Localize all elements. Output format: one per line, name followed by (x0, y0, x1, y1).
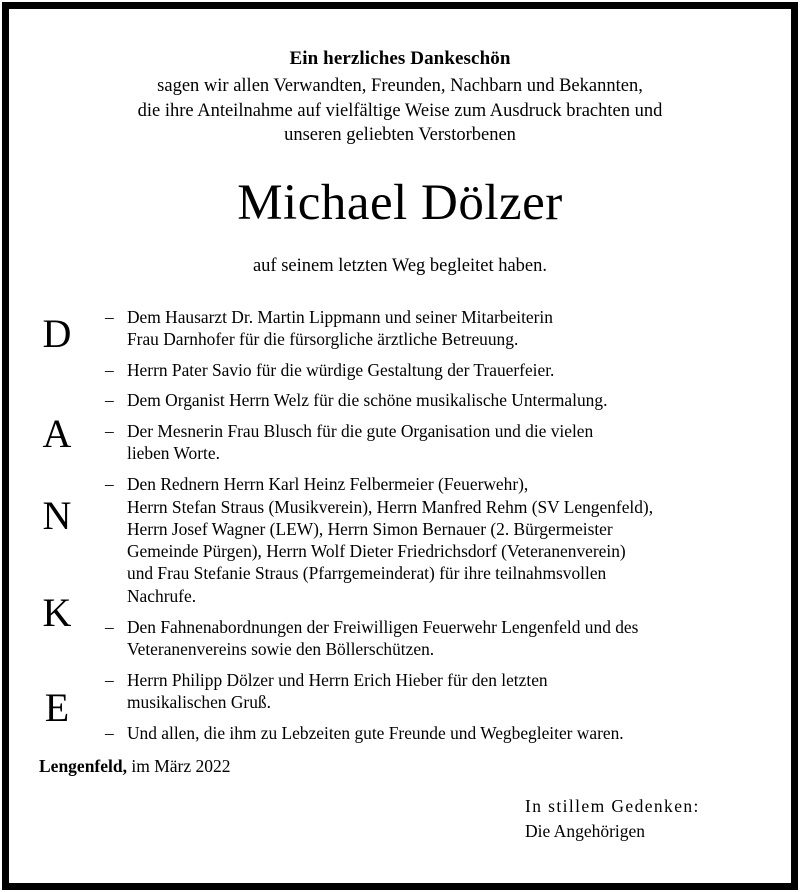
place-and-date (39, 755, 231, 777)
bullet-dash-icon: – (105, 616, 114, 637)
bullet-dash-icon: – (105, 722, 114, 743)
closing-line-1: In stillem Gedenken: (525, 796, 700, 816)
thanks-line: Herrn Philipp Dölzer und Herrn Erich Hieber für den letzten (127, 669, 548, 690)
danke-section (9, 306, 791, 745)
header-title: Ein herzliches Dankeschön (289, 48, 511, 69)
notice-inner (9, 9, 791, 883)
thanks-item-text (127, 722, 773, 744)
closing-line-2: Die Angehörigen (525, 821, 646, 841)
thanks-item-text (127, 616, 773, 661)
bullet-dash-icon: – (105, 359, 114, 380)
thanks-line: Dem Hausarzt Dr. Martin Lippmann und seiner Mitarbeiterin (127, 306, 553, 327)
thanks-line: Nachrufe. (127, 585, 197, 606)
thanks-item (105, 306, 773, 351)
thanks-list (105, 306, 773, 745)
header-intro-line-3: unseren geliebten Verstorbenen (284, 125, 516, 145)
bullet-dash-icon: – (105, 421, 114, 442)
thanks-item-text (127, 420, 773, 465)
acrostic-letter-e: E (44, 684, 70, 730)
thanks-line: musikalischen Gruß. (127, 691, 271, 712)
thanks-item-text (127, 359, 773, 381)
bullet-dash-icon: – (105, 306, 114, 327)
deceased-name-block (9, 174, 791, 278)
acrostic-danke-column (9, 306, 105, 730)
thanks-item (105, 389, 773, 411)
thanks-item (105, 473, 773, 607)
closing-block (525, 794, 700, 844)
thanks-line: und Frau Stefanie Straus (Pfarrgemeinderat) für ihre teilnahmsvollen (127, 563, 607, 584)
obituary-notice-card (2, 2, 798, 890)
thanks-line: Der Mesnerin Frau Blusch für die gute Organisation und die vielen (127, 421, 594, 442)
header-intro-line-2: die ihre Anteilnahme auf vielfältige Weise zum Ausdruck brachten und (137, 100, 663, 121)
acrostic-letter-k: K (42, 589, 72, 635)
thanks-line: Und allen, die ihm zu Lebzeiten gute Freunde und Wegbegleiter waren. (127, 722, 624, 743)
thanks-item (105, 616, 773, 661)
thanks-item-text (127, 306, 773, 351)
thanks-item-text (127, 473, 773, 607)
notice-header (9, 9, 791, 148)
thanks-line: lieben Worte. (127, 443, 220, 464)
header-intro-line-1: sagen wir allen Verwandten, Freunden, Nachbarn und Bekannten, (157, 76, 643, 96)
thanks-line: Gemeinde Pürgen), Herrn Wolf Dieter Friedrichsdorf (Veteranenverein) (127, 541, 626, 562)
thanks-line: Den Fahnenabordnungen der Freiwilligen Feuerwehr Lengenfeld und des (127, 616, 639, 637)
thanks-item-text (127, 389, 773, 411)
thanks-item (105, 669, 773, 714)
acrostic-letter-d: D (42, 310, 72, 356)
thanks-item (105, 420, 773, 465)
notice-footer (9, 743, 791, 883)
deceased-name: Michael Dölzer (237, 174, 563, 231)
thanks-line: Herrn Stefan Straus (Musikverein), Herrn Manfred Rehm (SV Lengenfeld), (127, 496, 654, 517)
thanks-line: Veteranenvereins sowie den Böllerschützen. (127, 638, 435, 659)
deceased-name-subtitle: auf seinem letzten Weg begleitet haben. (252, 255, 548, 276)
bullet-dash-icon: – (105, 474, 114, 495)
thanks-line: Dem Organist Herrn Welz für die schöne musikalische Untermalung. (127, 390, 608, 411)
thanks-line: Herrn Josef Wagner (LEW), Herrn Simon Bernauer (2. Bürgermeister (127, 518, 613, 539)
bullet-dash-icon: – (105, 669, 114, 690)
thanks-item-text (127, 669, 773, 714)
header-intro-lines (9, 74, 791, 148)
acrostic-letter-n: N (42, 492, 72, 538)
thanks-line: Frau Darnhofer für die fürsorgliche ärztliche Betreuung. (127, 328, 519, 349)
bullet-dash-icon: – (105, 390, 114, 411)
place-label: Lengenfeld, (39, 756, 127, 776)
date-label: im März 2022 (127, 756, 231, 776)
thanks-line: Herrn Pater Savio für die würdige Gestaltung der Trauerfeier. (127, 359, 555, 380)
acrostic-letter-a: A (42, 410, 72, 456)
thanks-item (105, 359, 773, 381)
thanks-line: Den Rednern Herrn Karl Heinz Felbermeier (Feuerwehr), (127, 474, 529, 495)
thanks-item (105, 722, 773, 744)
